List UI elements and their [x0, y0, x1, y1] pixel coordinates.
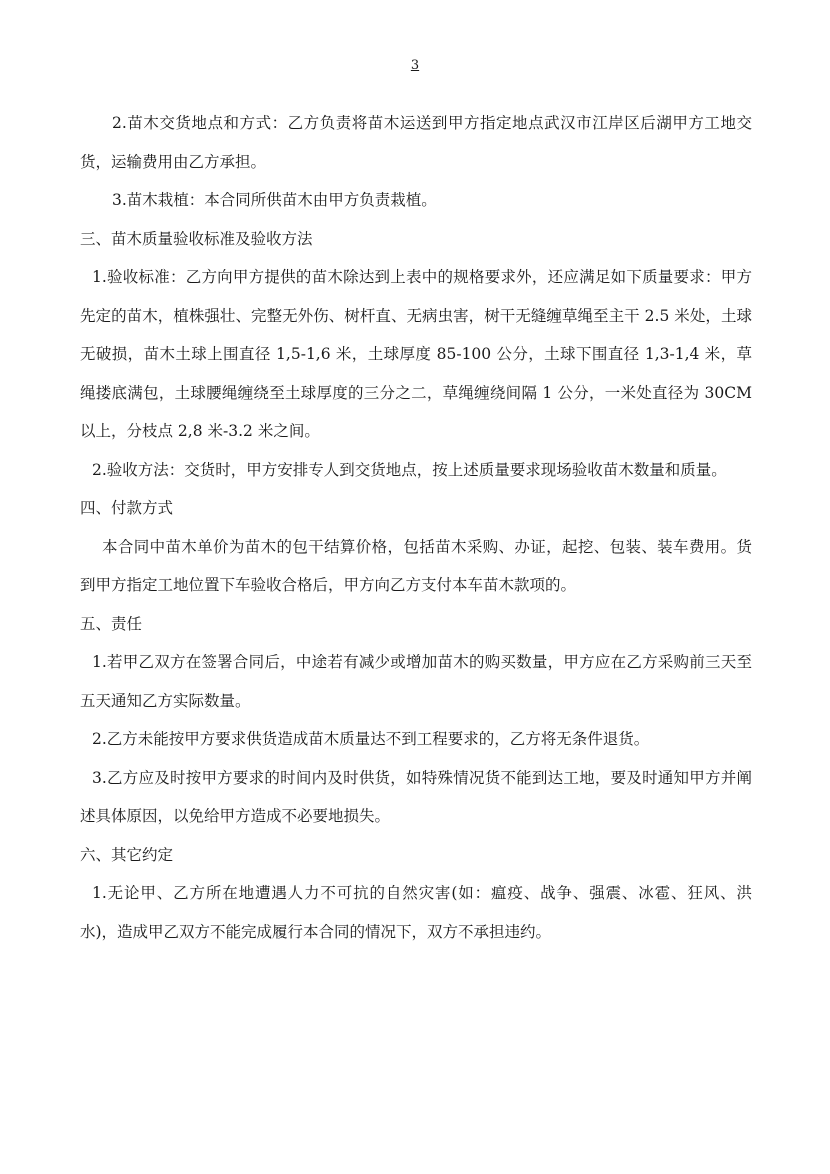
document-body [80, 104, 752, 951]
clause-delivery: 2.苗木交货地点和方式：乙方负责将苗木运送到甲方指定地点武汉市江岸区后湖甲方工地交货，运输费用由乙方承担。 [80, 114, 752, 171]
clause-acceptance-standard: 1.验收标准：乙方向甲方提供的苗木除达到上表中的规格要求外，还应满足如下质量要求：甲方先定的苗木，植株强壮、完整无外伤、树杆直、无病虫害，树干无缝缠草绳至主干 2.5 米处，土球无破损，苗木土球上围直径 1,5-1,6 米，土球厚度 85-100 公分，土球下围直径 1,3-1,4 米，草绳搂底满包，土球腰绳缠绕至土球厚度的三分之二，草绳缠绕间隔 1 公分，一米处直径为 30CM 以上，分枝点 2,8 米-3.2 米之间。 [80, 268, 752, 440]
clause-responsibility-1: 1.若甲乙双方在签署合同后，中途若有减少或增加苗木的购买数量，甲方应在乙方采购前三天至五天通知乙方实际数量。 [80, 653, 752, 710]
section-heading-payment: 四、付款方式 [80, 499, 174, 517]
clause-responsibility-2: 2.乙方未能按甲方要求供货造成苗木质量达不到工程要求的，乙方将无条件退货。 [92, 730, 650, 748]
section-heading-other: 六、其它约定 [80, 845, 174, 864]
clause-responsibility-3: 3.乙方应及时按甲方要求的时间内及时供货，如特殊情况货不能到达工地，要及时通知甲方并阐述具体原因，以免给甲方造成不必要地损失。 [80, 768, 752, 825]
page-number: 3 [410, 58, 420, 73]
clause-payment: 本合同中苗木单价为苗木的包干结算价格，包括苗木采购、办证，起挖、包装、装车费用。货到甲方指定工地位置下车验收合格后，甲方向乙方支付本车苗木款项的。 [80, 537, 752, 594]
clause-planting: 3.苗木栽植：本合同所供苗木由甲方负责栽植。 [112, 191, 437, 209]
clause-acceptance-method: 2.验收方法：交货时，甲方安排专人到交货地点，按上述质量要求现场验收苗木数量和质量。 [92, 460, 727, 479]
clause-other-1: 1.无论甲、乙方所在地遭遇人力不可抗的自然灾害(如：瘟疫、战争、强震、冰雹、狂风、洪水)，造成甲乙双方不能完成履行本合同的情况下，双方不承担违约。 [80, 884, 752, 941]
section-heading-responsibility: 五、责任 [80, 614, 143, 633]
section-heading-quality: 三、苗木质量验收标准及验收方法 [80, 229, 313, 248]
